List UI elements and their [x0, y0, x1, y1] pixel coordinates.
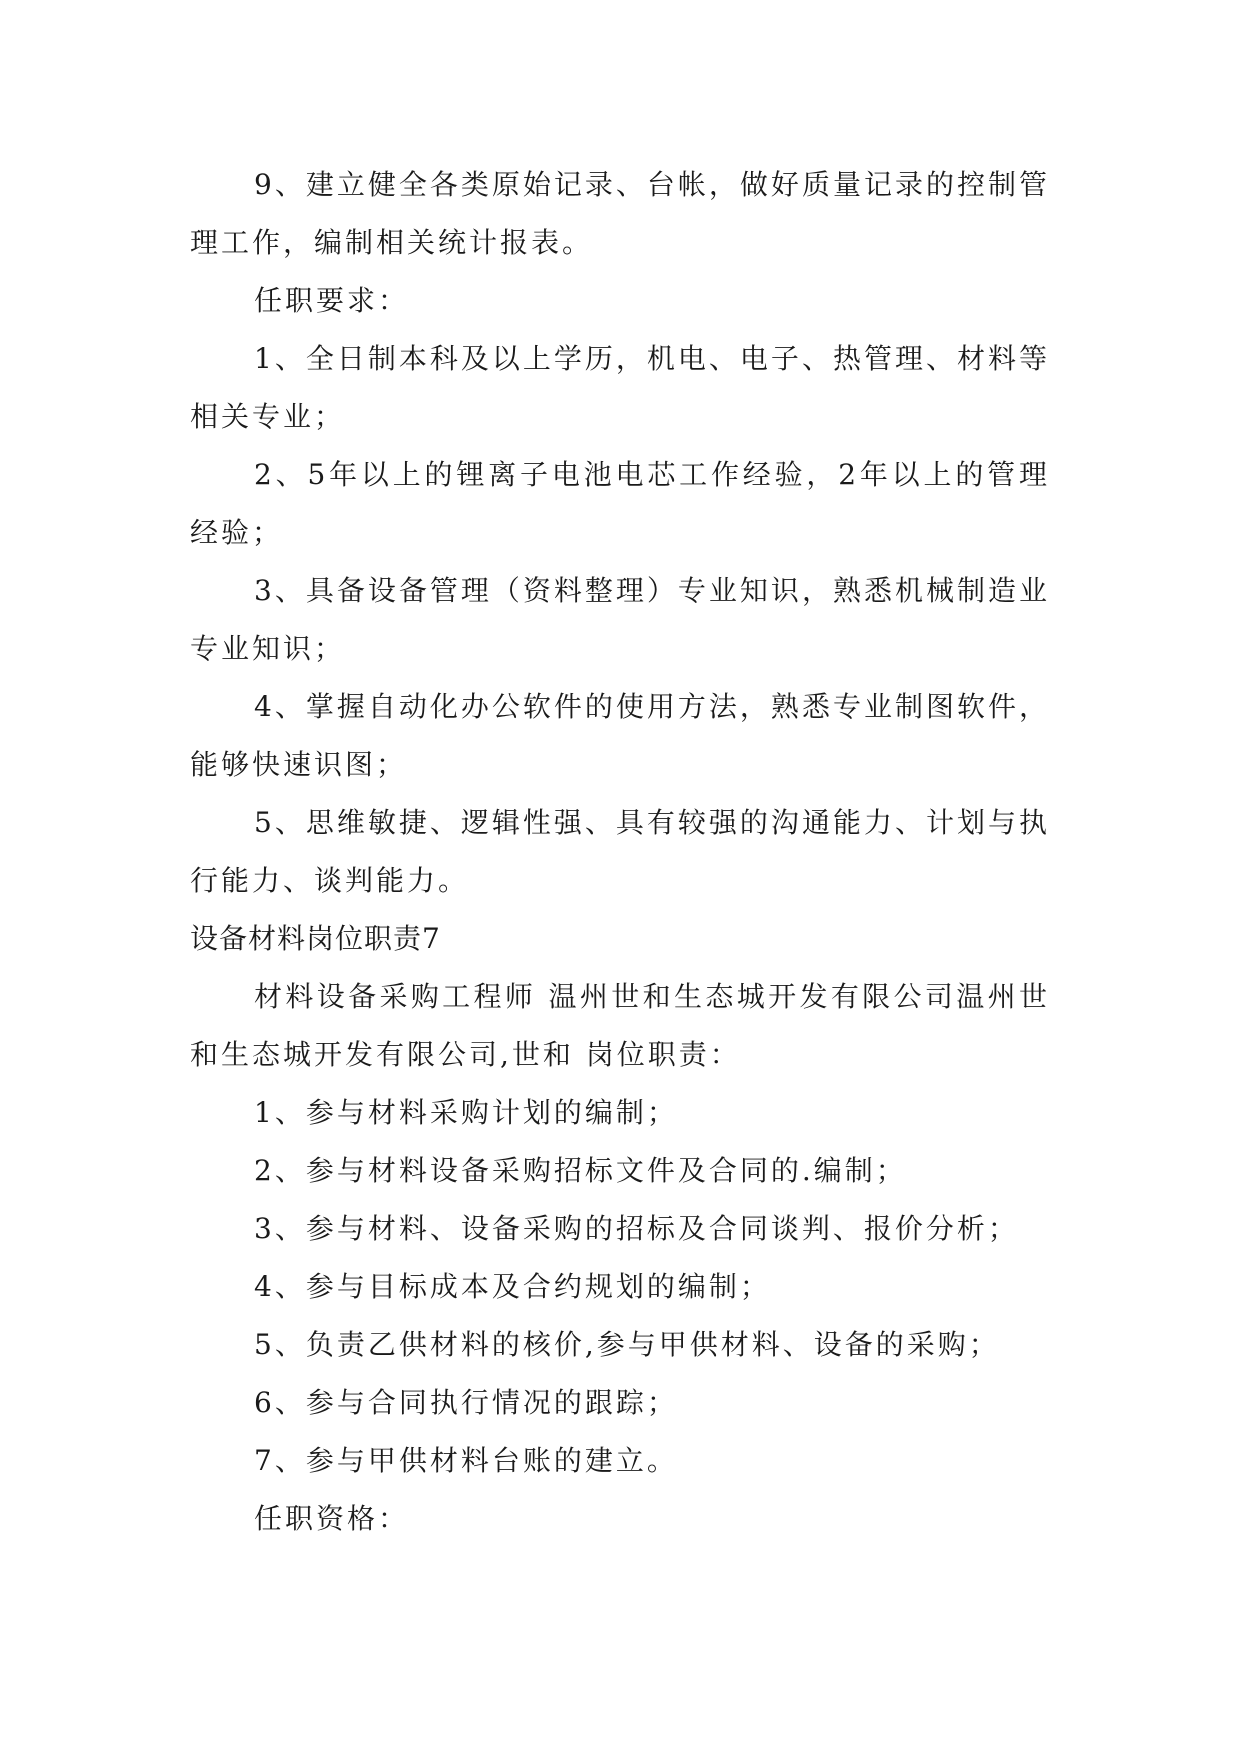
paragraph-qualifications-heading: 任职资格：	[254, 1502, 410, 1535]
paragraph-duty-5: 5、负责乙供材料的核价,参与甲供材料、设备的采购；	[254, 1328, 1000, 1361]
paragraph-requirement-4: 4、掌握自动化办公软件的使用方法，熟悉专业制图软件，能够快速识图；	[190, 690, 1050, 781]
paragraph-duty-2: 2、参与材料设备采购招标文件及合同的.编制；	[254, 1154, 907, 1187]
paragraph-requirement-3: 3、具备设备管理（资料整理）专业知识，熟悉机械制造业专业知识；	[190, 574, 1050, 665]
section-title: 设备材料岗位职责7	[190, 922, 441, 955]
paragraph-job-intro: 材料设备采购工程师 温州世和生态城开发有限公司温州世和生态城开发有限公司,世和 岗位职责：	[190, 980, 1050, 1071]
paragraph-requirements-heading: 任职要求：	[254, 284, 410, 317]
paragraph-requirement-5: 5、思维敏捷、逻辑性强、具有较强的沟通能力、计划与执行能力、谈判能力。	[190, 806, 1050, 897]
paragraph-duty-6: 6、参与合同执行情况的跟踪；	[254, 1386, 678, 1419]
paragraph-duty-4: 4、参与目标成本及合约规划的编制；	[254, 1270, 771, 1303]
paragraph-duty-1: 1、参与材料采购计划的编制；	[254, 1096, 678, 1129]
document-body	[190, 156, 1050, 1548]
paragraph-duty-9: 9、建立健全各类原始记录、台帐，做好质量记录的控制管理工作，编制相关统计报表。	[190, 168, 1050, 259]
paragraph-requirement-1: 1、全日制本科及以上学历，机电、电子、热管理、材料等相关专业；	[190, 342, 1050, 433]
paragraph-requirement-2: 2、5年以上的锂离子电池电芯工作经验，2年以上的管理经验；	[190, 458, 1050, 549]
paragraph-duty-3: 3、参与材料、设备采购的招标及合同谈判、报价分析；	[254, 1212, 1019, 1245]
paragraph-duty-7: 7、参与甲供材料台账的建立。	[254, 1444, 678, 1477]
